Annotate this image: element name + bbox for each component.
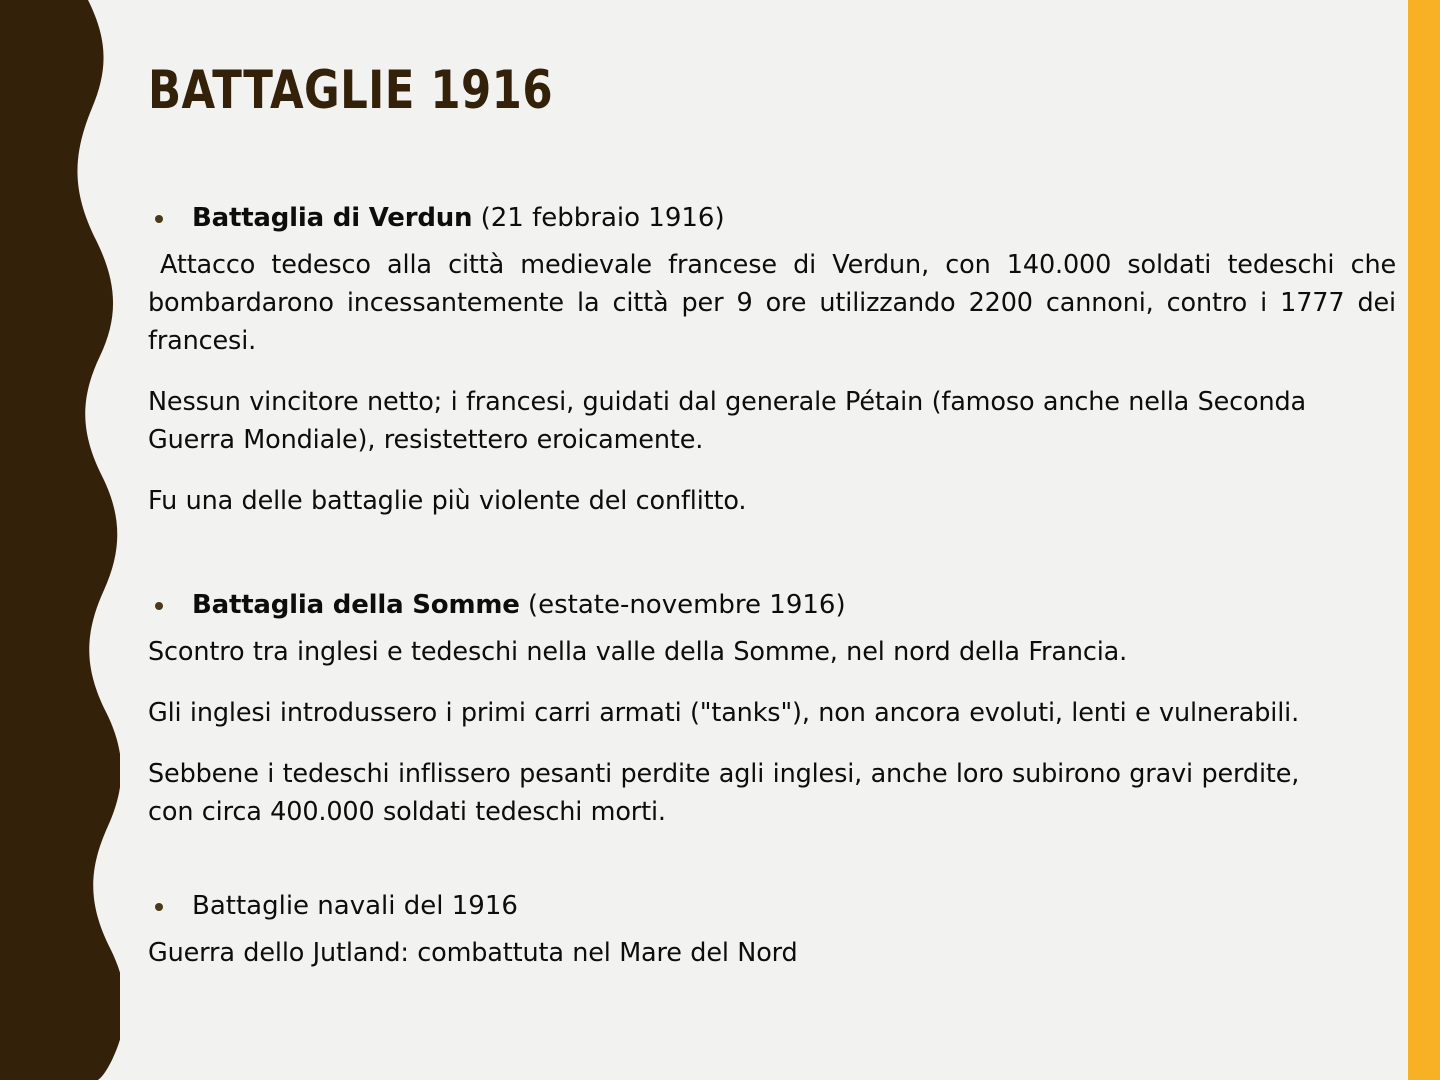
bullet-dot-icon [155, 602, 163, 610]
list-item [148, 886, 1398, 926]
bullet-dot-icon [155, 215, 163, 223]
list-item-detail: (21 febbraio 1916) [472, 203, 725, 233]
spacer [148, 369, 1398, 383]
paragraph: Fu una delle battaglie più violente del conflitto. [148, 486, 747, 516]
paragraph: Scontro tra inglesi e tedeschi nella valle della Somme, nel nord della Francia. [148, 637, 1128, 667]
paragraph: Sebbene i tedeschi inflissero pesanti perdite agli inglesi, anche loro subirono gravi perdite, con circa 400.000 soldati tedeschi morti. [148, 759, 1300, 827]
spacer [148, 468, 1398, 482]
paragraph [148, 246, 1396, 360]
bullet-dot-icon [155, 903, 163, 911]
list-item-label: Battaglia di Verdun [192, 203, 473, 233]
spacer [148, 741, 1398, 755]
list-item-detail: (estate-novembre 1916) [519, 590, 846, 620]
paragraph: Nessun vincitore netto; i francesi, guidati dal generale Pétain (famoso anche nella Seconda Guerra Mondiale), resistettero eroicamente. [148, 387, 1307, 455]
list-item [148, 198, 1398, 238]
list-item-label: Battaglie navali del 1916 [192, 891, 518, 921]
page-title: BATTAGLIE 1916 [148, 60, 553, 121]
list-item-label: Battaglia della Somme [192, 590, 520, 620]
paragraph: Gli inglesi introdussero i primi carri armati ("tanks"), non ancora evoluti, lenti e vulnerabili. [148, 698, 1300, 728]
left-wave-decoration [0, 0, 120, 1080]
paragraph-text: Attacco tedesco alla città medievale francese di Verdun, con 140.000 soldati tedeschi che bombardarono incessantemente la città per 9 ore utilizzando 2200 cannoni, contro i 1777 dei francesi. [148, 250, 1396, 356]
list-item [148, 585, 1398, 625]
slide-content [148, 0, 1398, 1080]
body-text-block [148, 198, 1398, 981]
right-accent-bar [1408, 0, 1440, 1080]
spacer [148, 529, 1398, 585]
spacer [148, 840, 1398, 886]
spacer [148, 680, 1398, 694]
paragraph: Guerra dello Jutland: combattuta nel Mare del Nord [148, 938, 798, 968]
